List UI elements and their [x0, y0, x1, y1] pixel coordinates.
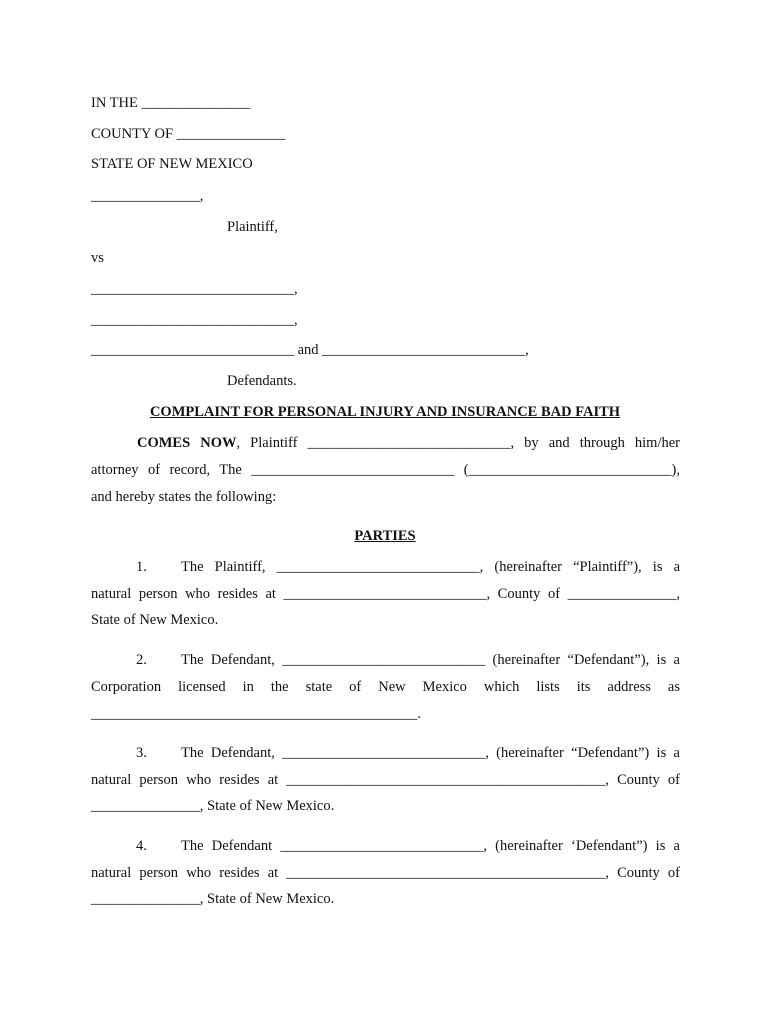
state-line: STATE OF NEW MEXICO: [91, 156, 253, 172]
paragraph-4-line-2: natural person who resides at ____________________________________________, County of: [91, 865, 680, 881]
plaintiff-name-blank: _______________,: [91, 188, 204, 204]
document-title: COMPLAINT FOR PERSONAL INJURY AND INSURANCE BAD FAITH: [149, 404, 621, 420]
paragraph-1-text: The Plaintiff, ____________________________, (hereinafter “Plaintiff”), is a: [181, 559, 680, 575]
paragraph-2-text: The Defendant, ____________________________ (hereinafter “Defendant”), is a: [181, 652, 680, 668]
defendant-blank-1: ____________________________,: [91, 281, 298, 297]
intro-line-2: attorney of record, The ____________________________ (____________________________),: [91, 462, 680, 478]
paragraph-3-text: The Defendant, ____________________________, (hereinafter “Defendant”) is a: [181, 745, 680, 761]
paragraph-4-line-3: _______________, State of New Mexico.: [91, 891, 335, 907]
intro-line-3: and hereby states the following:: [91, 489, 277, 505]
comes-now-label: COMES NOW: [137, 435, 237, 451]
paragraph-2-line-2: Corporation licensed in the state of New Mexico which lists its address as: [91, 679, 680, 695]
versus-label: vs: [91, 250, 104, 266]
paragraph-1-line-2: natural person who resides at ____________________________, County of _______________,: [91, 586, 680, 602]
paragraph-3-line-3: _______________, State of New Mexico.: [91, 798, 335, 814]
paragraph-4-text: The Defendant ____________________________, (hereinafter ‘Defendant”) is a: [181, 838, 680, 854]
defendants-label: Defendants.: [227, 373, 297, 389]
county-line: COUNTY OF _______________: [91, 126, 286, 142]
defendant-blank-3: ____________________________ and ____________________________,: [91, 342, 529, 358]
parties-heading: PARTIES: [354, 528, 416, 544]
paragraph-2-line-3: _____________________________________________.: [91, 706, 421, 722]
intro-line-1: [91, 434, 680, 452]
paragraph-3-number: 3.: [136, 745, 147, 761]
plaintiff-label: Plaintiff,: [227, 219, 278, 235]
paragraph-2-line-1: [91, 651, 680, 669]
paragraph-1-line-1: [91, 558, 680, 576]
court-line: IN THE _______________: [91, 95, 251, 111]
paragraph-1-number: 1.: [136, 559, 147, 575]
paragraph-3-line-2: natural person who resides at ____________________________________________, County of: [91, 772, 680, 788]
paragraph-1-line-3: State of New Mexico.: [91, 612, 219, 628]
paragraph-2-number: 2.: [136, 652, 147, 668]
paragraph-4-number: 4.: [136, 838, 147, 854]
intro-line-1-text: , Plaintiff ____________________________, by and through him/her: [236, 435, 680, 451]
defendant-blank-2: ____________________________,: [91, 312, 298, 328]
paragraph-4-line-1: [91, 837, 680, 855]
paragraph-3-line-1: [91, 744, 680, 762]
